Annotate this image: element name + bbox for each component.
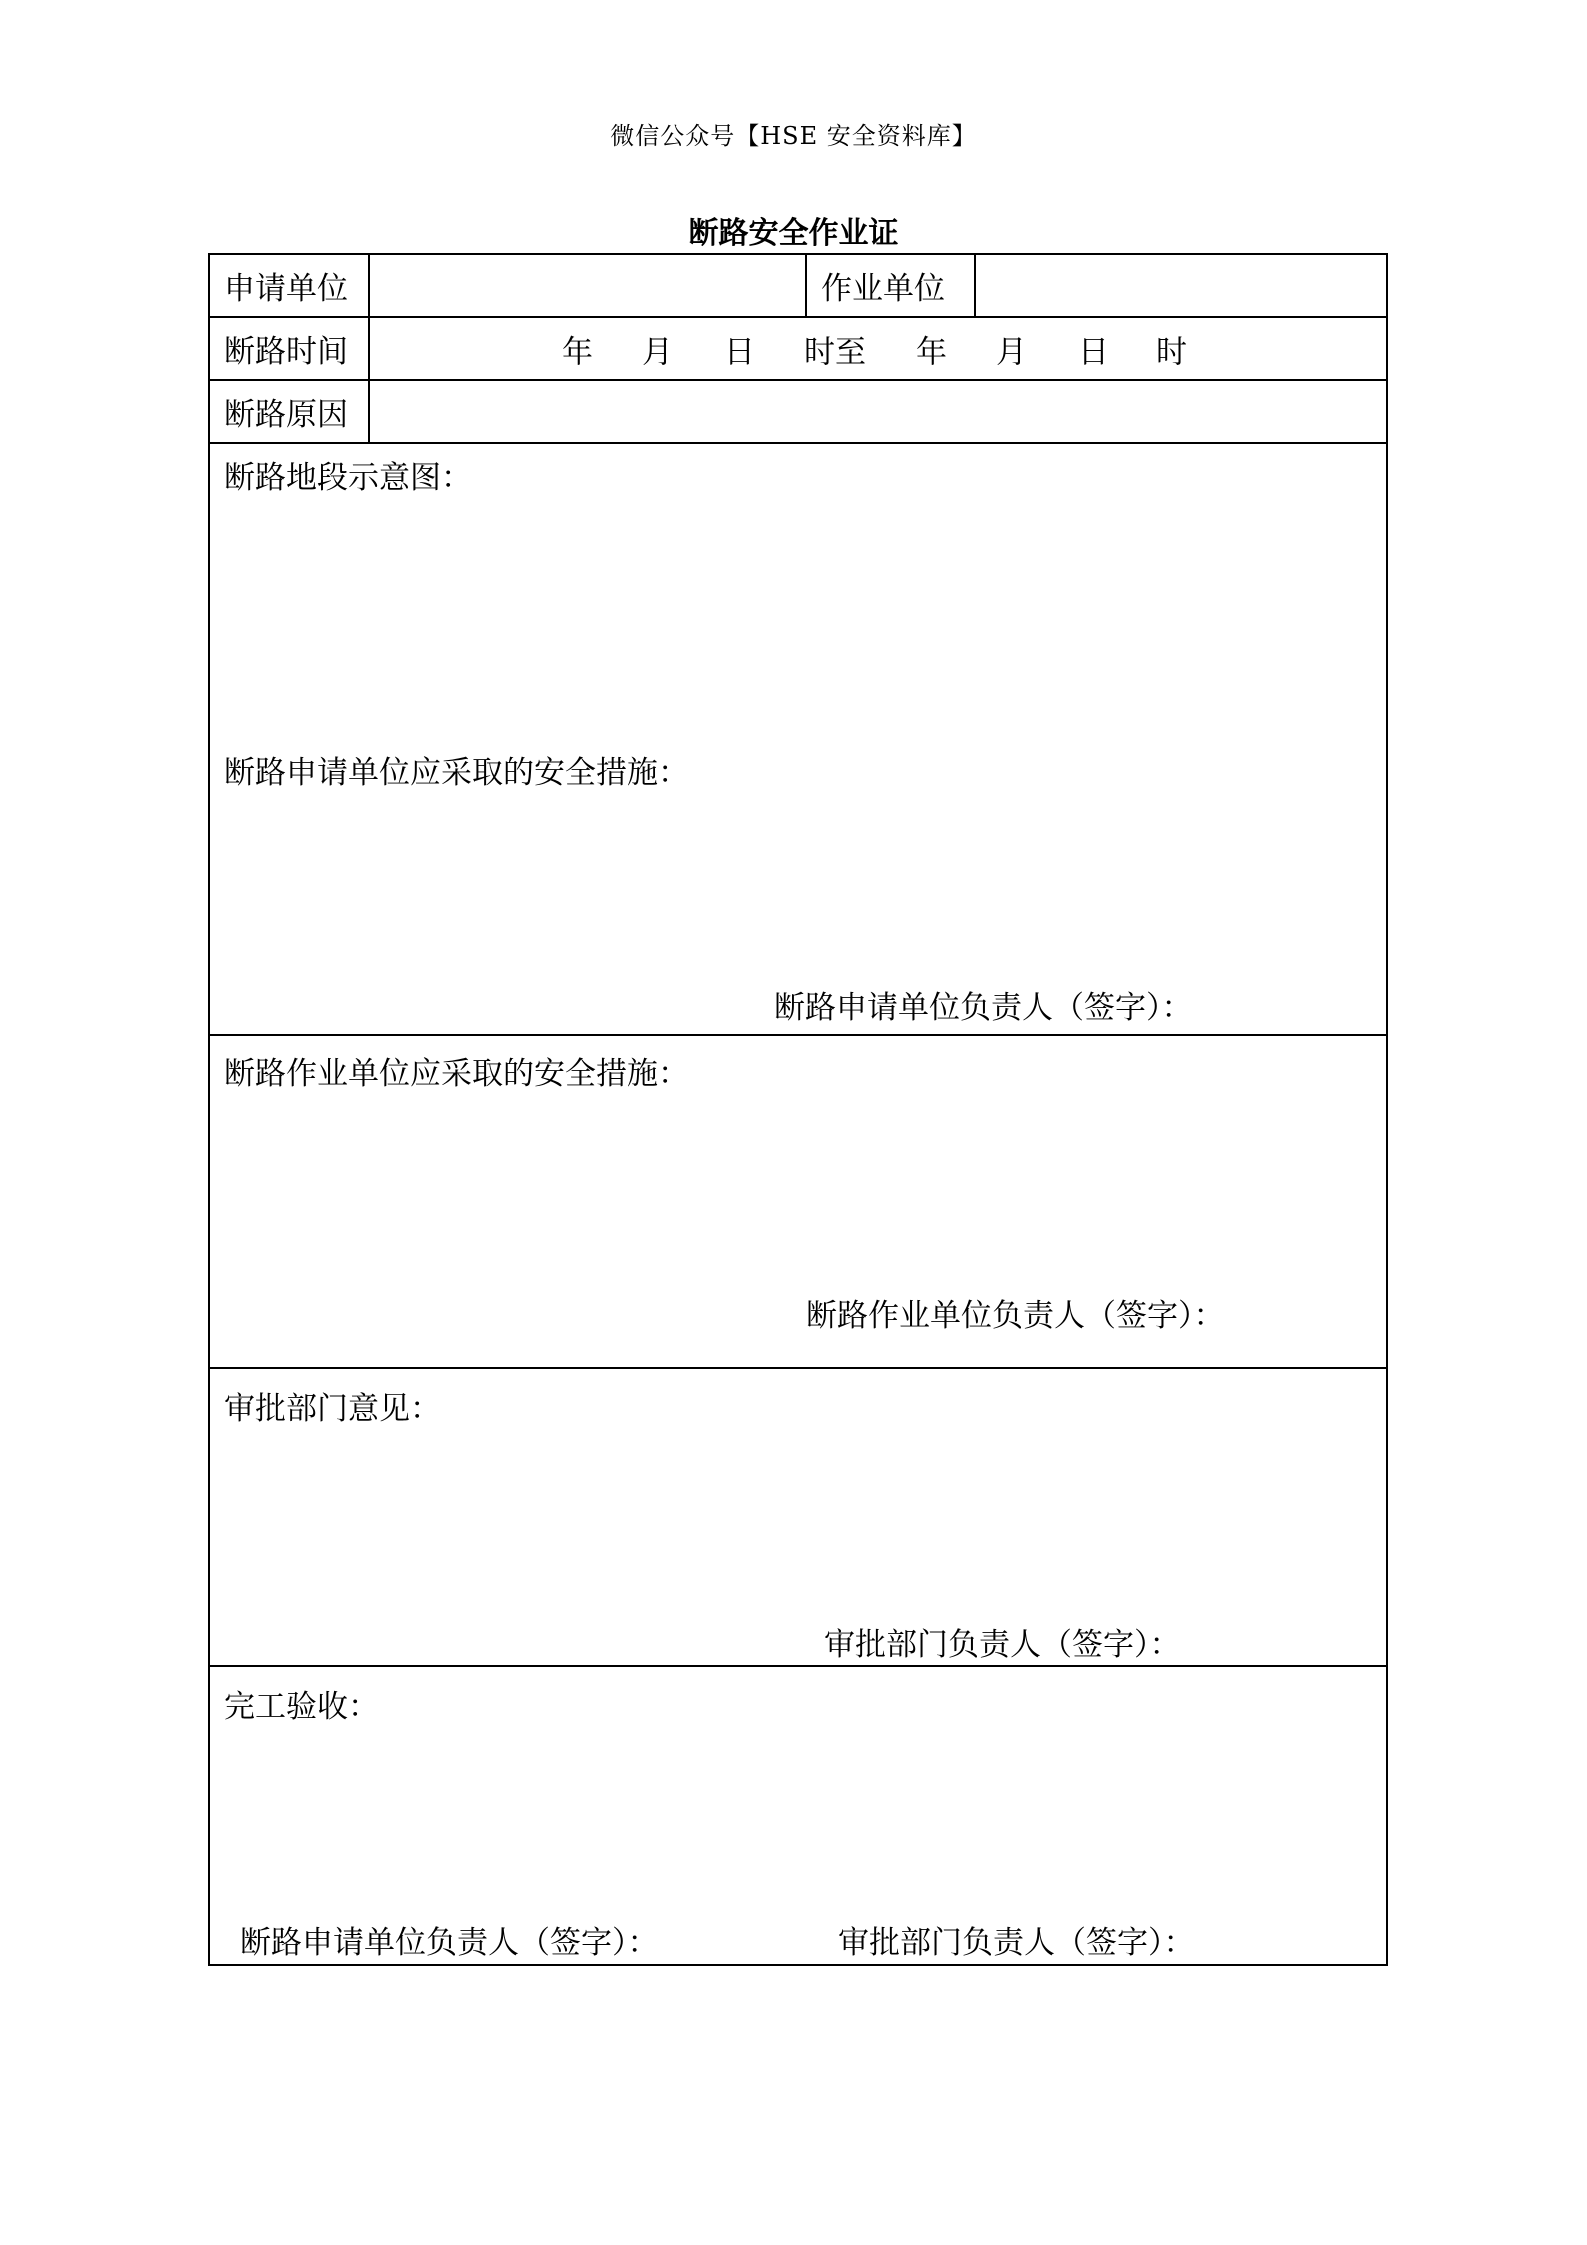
completion-block[interactable] — [209, 1666, 1387, 1965]
approval-row — [209, 1368, 1387, 1666]
map-label: 断路地段示意图： — [224, 460, 472, 496]
completion-applicant-sign-label: 断路申请单位负责人（签字）： — [240, 1925, 659, 1961]
work-unit-field[interactable] — [975, 254, 1387, 317]
start-month-unit: 月 — [642, 334, 673, 370]
applicant-unit-label: 申请单位 — [209, 254, 369, 317]
start-hour-to-unit: 时至 — [804, 334, 866, 370]
work-unit-label: 作业单位 — [806, 254, 975, 317]
end-month-unit: 月 — [996, 334, 1027, 370]
approval-sign-label: 审批部门负责人（签字）： — [824, 1627, 1181, 1663]
applicant-measures-row — [209, 443, 1387, 1035]
applicant-measures-label: 断路申请单位应采取的安全措施： — [224, 755, 689, 791]
work-measures-block[interactable] — [209, 1035, 1387, 1368]
applicant-sign-label: 断路申请单位负责人（签字）： — [774, 990, 1193, 1026]
watermark-header: 微信公众号【HSE 安全资料库】 — [610, 122, 977, 150]
work-measures-label: 断路作业单位应采取的安全措施： — [224, 1056, 689, 1092]
document-title: 断路安全作业证 — [688, 216, 899, 251]
end-day-unit: 日 — [1078, 334, 1109, 370]
end-hour-unit: 时 — [1156, 334, 1187, 370]
completion-approval-sign-label: 审批部门负责人（签字）： — [838, 1925, 1195, 1961]
work-sign-label: 断路作业单位负责人（签字）： — [806, 1298, 1225, 1334]
time-row — [209, 317, 1387, 380]
unit-row — [209, 254, 1387, 317]
approval-block[interactable] — [209, 1368, 1387, 1666]
reason-field[interactable] — [369, 380, 1387, 443]
completion-label: 完工验收： — [224, 1689, 379, 1725]
time-label: 断路时间 — [209, 317, 369, 380]
permit-form-table — [208, 253, 1388, 1966]
applicant-measures-block[interactable] — [209, 443, 1387, 1035]
time-field[interactable] — [369, 317, 1387, 380]
work-measures-row — [209, 1035, 1387, 1368]
applicant-unit-field[interactable] — [369, 254, 806, 317]
start-year-unit: 年 — [562, 334, 593, 370]
approval-label: 审批部门意见： — [224, 1391, 441, 1427]
reason-label: 断路原因 — [209, 380, 369, 443]
completion-row — [209, 1666, 1387, 1965]
start-day-unit: 日 — [724, 334, 755, 370]
end-year-unit: 年 — [916, 334, 947, 370]
reason-row — [209, 380, 1387, 443]
